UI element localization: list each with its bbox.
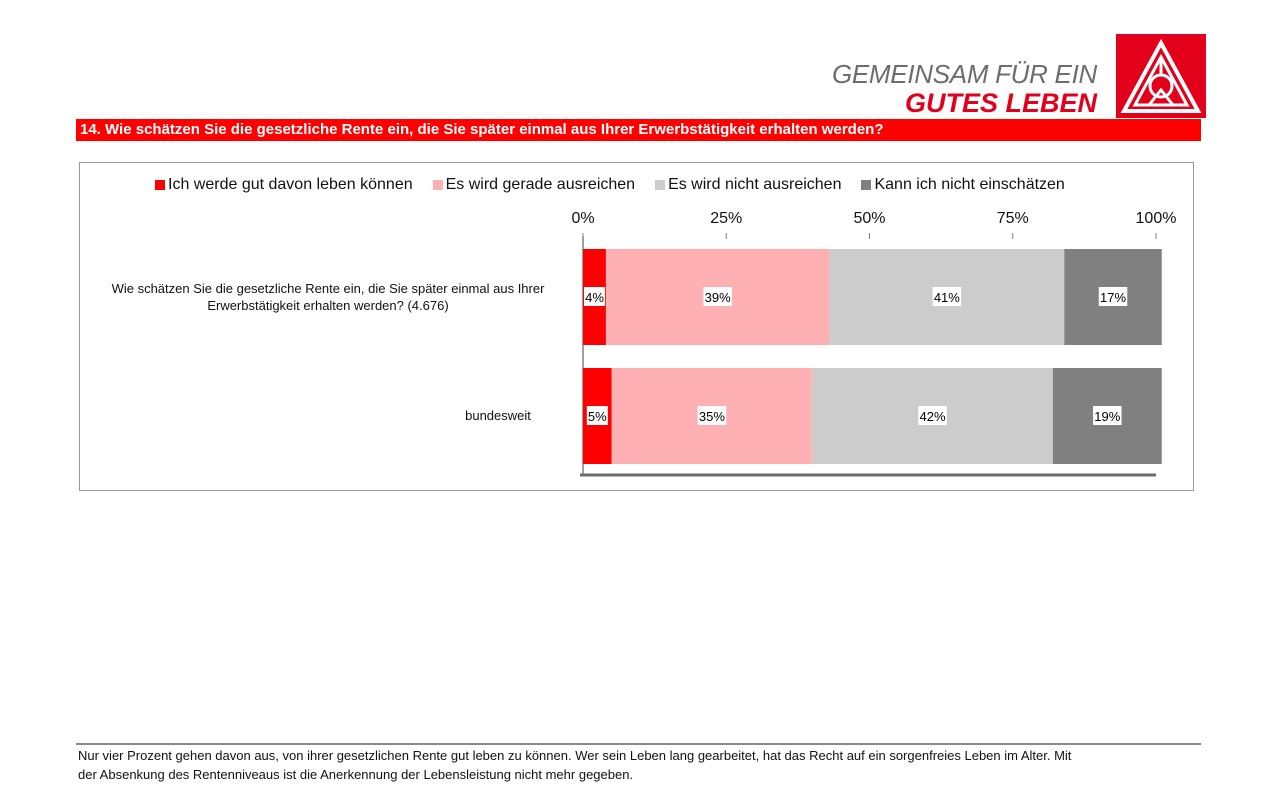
category-label-question: Wie schätzen Sie die gesetzliche Rente ein, die Sie später einmal aus Ihrer Erwerbstätigkeit erhalten werden? (4.676)	[111, 281, 545, 313]
data-label-r0-s3: 17%	[1100, 290, 1127, 305]
data-label-r1-s2: 42%	[919, 409, 946, 424]
x-tick-label-4: 100%	[1135, 210, 1177, 227]
legend-label-0: Ich werde gut davon leben können	[168, 176, 413, 193]
legend-label-3: Kann ich nicht einschätzen	[874, 176, 1065, 193]
tagline-line2: GUTES LEBEN	[904, 88, 1097, 118]
x-tick-label-3: 75%	[996, 210, 1029, 227]
legend-label-2: Es wird nicht ausreichen	[668, 176, 842, 193]
x-tick-label-1: 25%	[710, 210, 743, 227]
data-label-r1-s0: 5%	[587, 409, 607, 424]
data-label-r0-s1: 39%	[704, 290, 731, 305]
tagline-line1: GEMEINSAM FÜR EIN	[831, 59, 1097, 89]
footer-divider	[76, 743, 1201, 745]
question-title: 14. Wie schätzen Sie die gesetzliche Rente ein, die Sie später einmal aus Ihrer Erwerbstätigkeit erhalten werden?	[76, 119, 1201, 141]
x-tick-label-0: 0%	[571, 210, 595, 227]
x-tick-label-2: 50%	[853, 210, 886, 227]
footer-note: Nur vier Prozent gehen davon aus, von ihrer gesetzlichen Rente gut leben zu können. Wer sein Leben lang gearbeitet, hat das Recht auf ein sorgenfreies Leben im Alter. Mit der Absenkung des Rentenniveaus ist die Anerkennung der Lebensleistung nicht mehr gegeben.	[78, 748, 1072, 782]
category-label-bundesweit: bundesweit	[465, 408, 531, 423]
legend-label-1: Es wird gerade ausreichen	[445, 176, 636, 193]
data-label-r1-s3: 19%	[1094, 409, 1121, 424]
data-label-r0-s2: 41%	[933, 290, 960, 305]
data-label-r0-s0: 4%	[585, 290, 604, 305]
data-label-r1-s1: 35%	[698, 409, 725, 424]
